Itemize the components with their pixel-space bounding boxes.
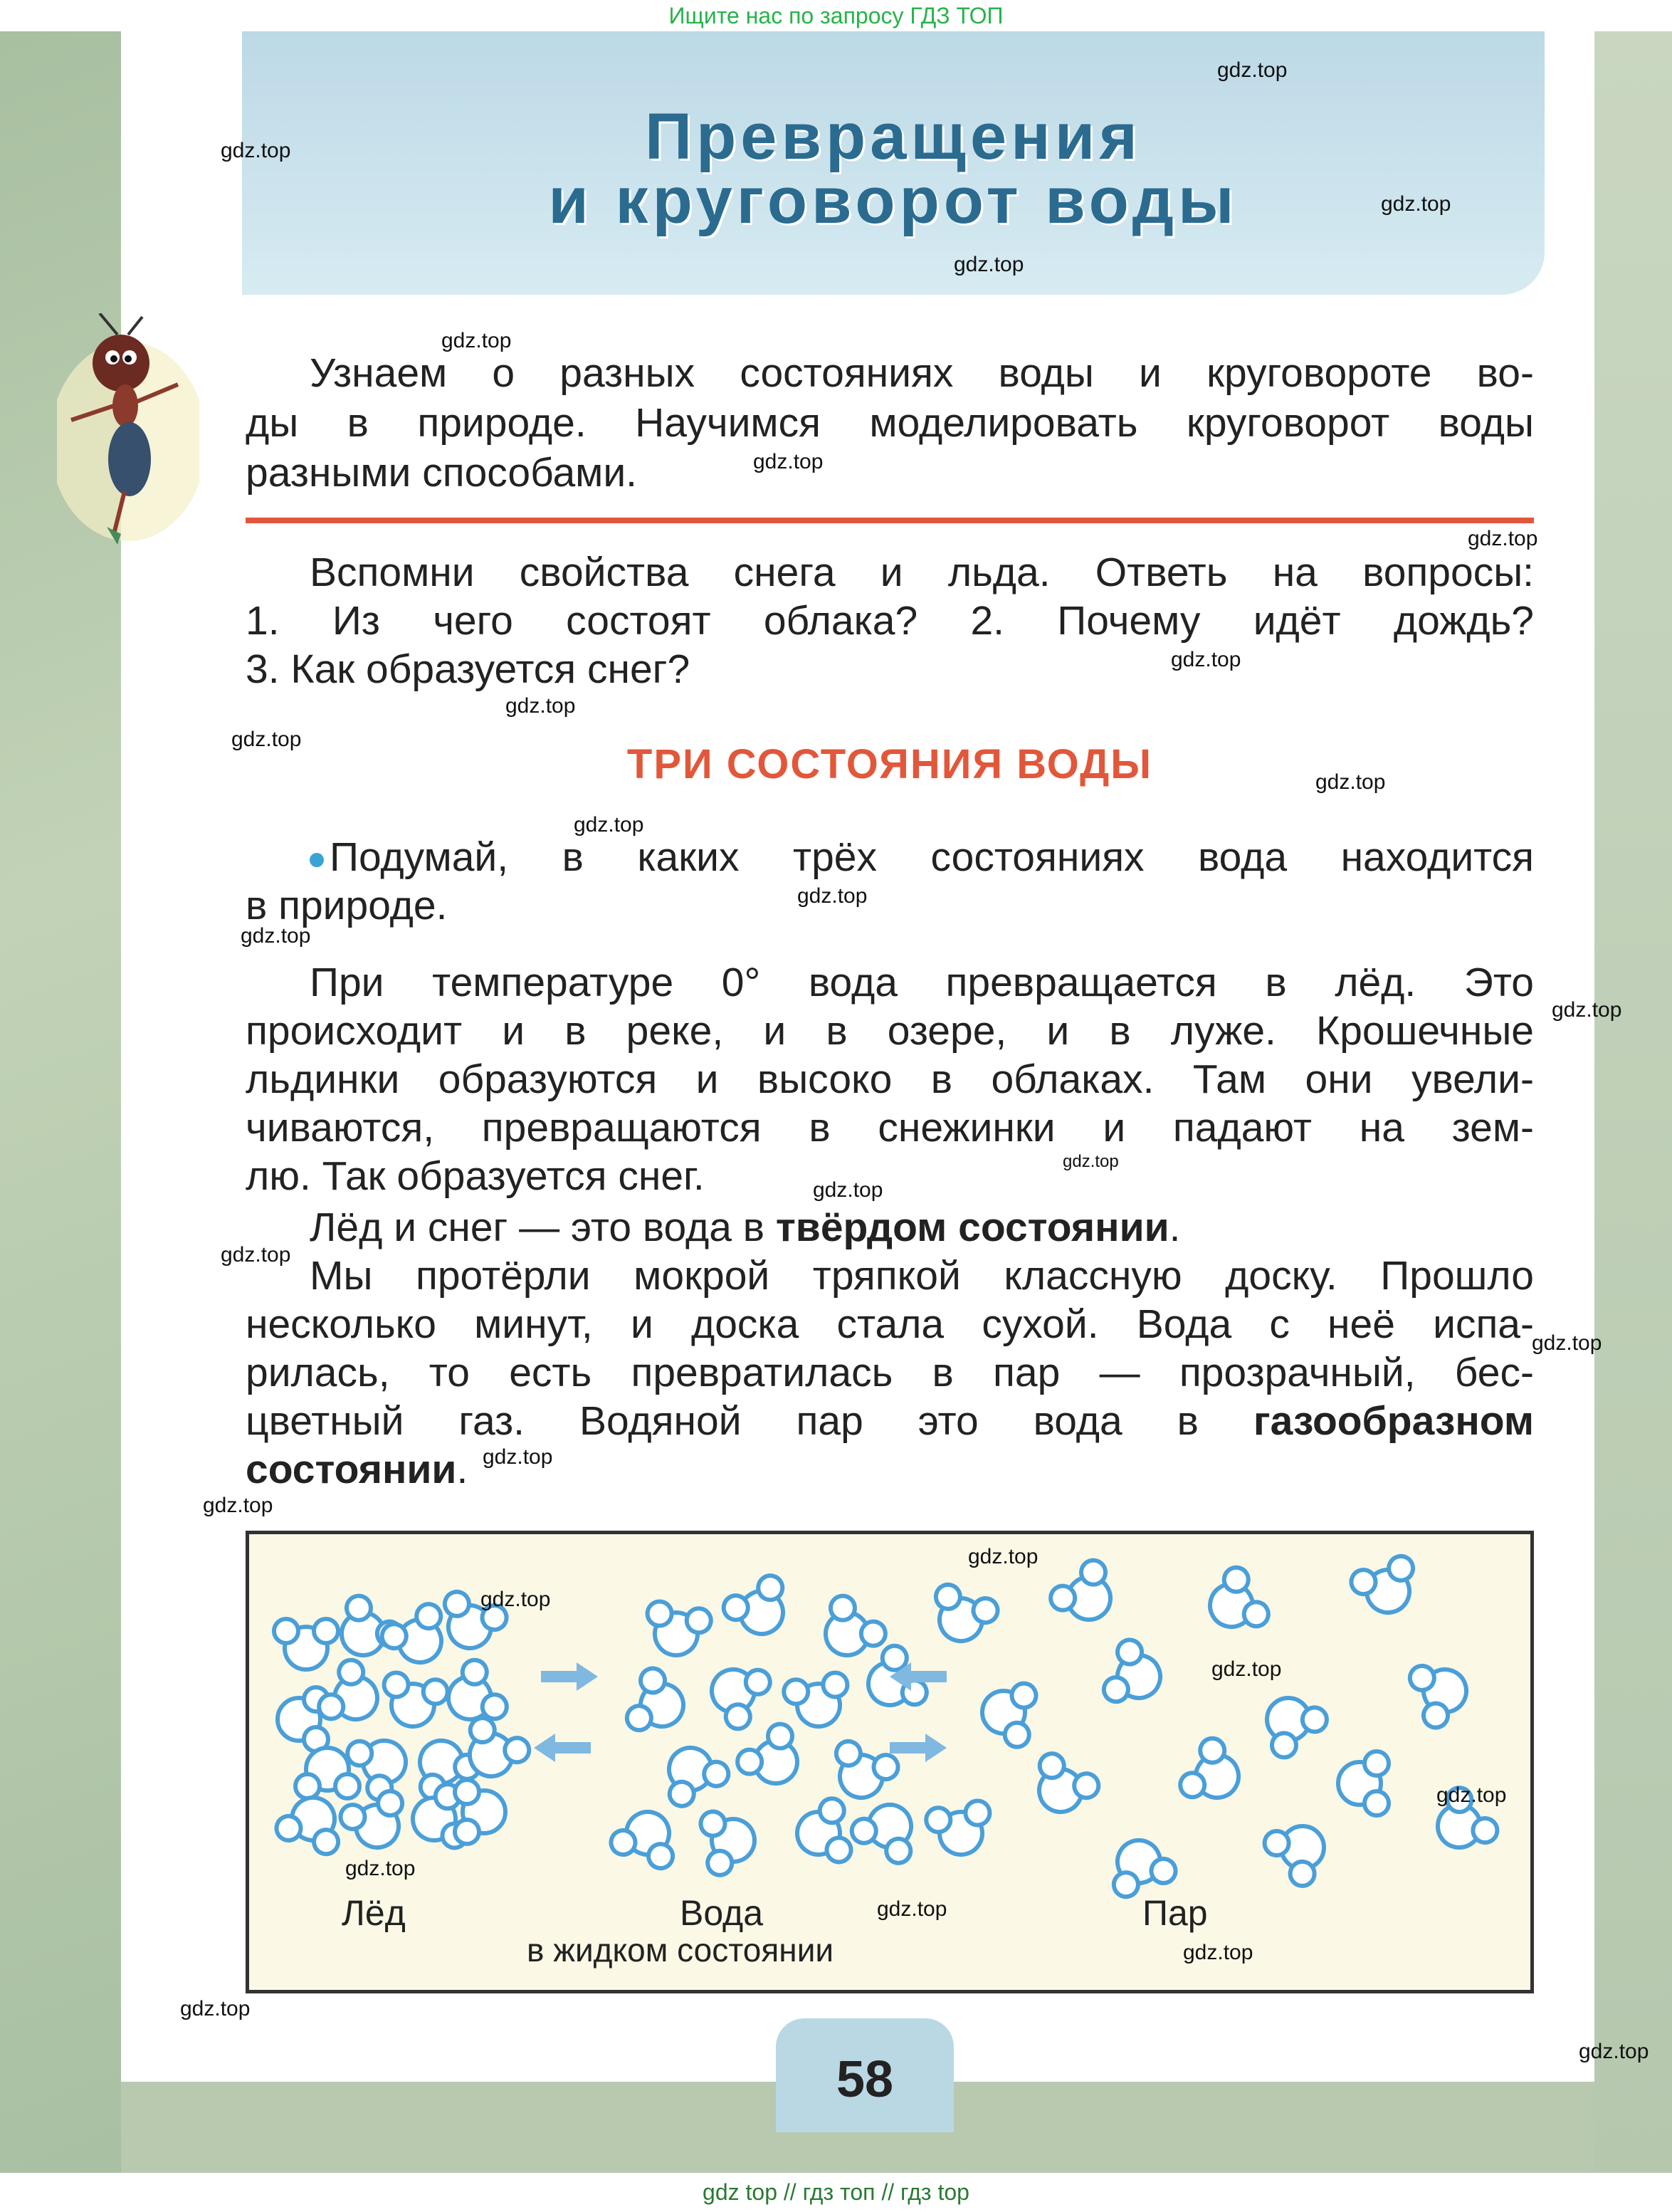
watermark: gdz.top	[574, 813, 644, 837]
watermark: gdz.top	[1171, 648, 1241, 671]
water-molecule	[848, 1792, 928, 1867]
water-molecule	[732, 1719, 814, 1799]
watermark: gdz.top	[221, 139, 291, 162]
watermark: gdz.top	[1579, 2040, 1649, 2063]
ant-illustration	[57, 313, 199, 548]
watermark: gdz.top	[221, 1243, 291, 1267]
water-molecule	[977, 1677, 1039, 1749]
water-molecule	[315, 1656, 390, 1736]
recall-line2: 1. Из чего состоят облака? 2. Почему идёт дождь?	[246, 598, 1534, 644]
water-molecule	[1046, 1556, 1127, 1635]
section-heading: ТРИ СОСТОЯНИЯ ВОДЫ	[626, 741, 1153, 787]
molecules-illustration	[249, 1534, 1530, 1990]
question-line2: в природе.	[246, 883, 448, 928]
paragraph2	[310, 1203, 1534, 1252]
page-title-line2: и круговорот воды	[548, 164, 1239, 237]
bottom-banner[interactable]: gdz top // гдз топ // гдз top	[0, 2173, 1672, 2212]
watermark: gdz.top	[505, 694, 576, 718]
water-molecule	[792, 1797, 853, 1869]
watermark: gdz.top	[797, 884, 868, 908]
water-molecule	[455, 1780, 505, 1844]
watermark: gdz.top	[1315, 770, 1386, 794]
paragraph1-line2: происходит и в реке, и в озере, и в луже. Крошечные	[246, 1008, 1534, 1054]
arrow-right-icon	[541, 1662, 598, 1691]
recall-line1: Вспомни свойства снега и льда. Ответь на вопросы:	[310, 550, 1534, 595]
paragraph3-line5-bold: состоянии	[246, 1447, 457, 1492]
watermark: gdz.top	[954, 253, 1024, 276]
water-molecule	[1348, 1553, 1426, 1623]
watermark: gdz.top	[1532, 1331, 1602, 1355]
water-molecule	[1197, 1563, 1273, 1644]
water-molecule	[608, 1802, 685, 1872]
water-molecule	[377, 1671, 449, 1732]
recall-line3: 3. Как образуется снег?	[246, 646, 690, 692]
paragraph3-line4-bold: газообразном	[1253, 1398, 1534, 1444]
paragraph3-line4	[246, 1397, 1534, 1446]
arrow-right-icon	[890, 1734, 947, 1762]
paragraph1-line5: лю. Так образуется снег.	[246, 1153, 705, 1199]
bullet-icon	[310, 853, 324, 867]
water-molecule	[1250, 1682, 1332, 1762]
water-molecule	[1338, 1751, 1389, 1815]
section-divider	[246, 518, 1534, 523]
water-molecule	[699, 1805, 760, 1877]
paragraph3-line5	[246, 1445, 1534, 1494]
watermark: gdz.top	[345, 1857, 416, 1880]
page-title-line1: Превращения	[644, 100, 1142, 173]
watermark: gdz.top	[241, 924, 311, 948]
watermark: gdz.top	[1381, 192, 1451, 216]
paragraph2-prefix: Лёд и снег — это вода в	[310, 1205, 776, 1250]
paragraph3-line3: рилась, то есть превратилась в пар — прозрачный, бес-	[246, 1350, 1534, 1395]
arrow-left-icon	[534, 1734, 591, 1762]
paragraph3-line5-suffix: .	[456, 1447, 468, 1492]
water-molecule	[1100, 1637, 1170, 1714]
watermark: gdz.top	[441, 329, 512, 352]
paragraph1-line4: чиваются, превращаются в снежинки и падают на зем-	[246, 1105, 1534, 1150]
watermark: gdz.top	[1436, 1783, 1507, 1807]
question-line1	[310, 833, 1534, 882]
question-line1-text: Подумай, в каких трёх состояниях вода находится	[330, 834, 1534, 880]
page-number: 58	[836, 2051, 894, 2108]
watermark: gdz.top	[1183, 1941, 1253, 1964]
paragraph1-line3: льдинки образуются и высоко в облаках. Там они увели-	[246, 1057, 1534, 1102]
watermark: gdz.top	[968, 1545, 1039, 1568]
watermark: gdz.top	[753, 450, 824, 473]
water-molecule	[809, 1591, 890, 1671]
watermark: gdz.top	[1211, 1657, 1282, 1681]
water-molecule	[1022, 1749, 1103, 1825]
water-molecule	[925, 1799, 997, 1860]
watermark: gdz.top	[483, 1445, 553, 1469]
intro-line3: разными способами.	[246, 450, 638, 496]
watermark: gdz.top	[1063, 1152, 1119, 1171]
right-margin-decoration	[1594, 31, 1672, 2173]
top-banner[interactable]: Ищите нас по запросу ГДЗ ТОП	[0, 0, 1672, 31]
water-molecule	[1407, 1653, 1476, 1731]
water-molecule	[274, 1619, 338, 1670]
label-water-liquid: в жидком состоянии	[527, 1931, 834, 1969]
water-molecule	[1176, 1734, 1251, 1815]
watermark: gdz.top	[480, 1588, 551, 1611]
water-molecule	[1260, 1809, 1340, 1891]
watermark: gdz.top	[1552, 998, 1622, 1022]
water-molecule	[699, 1652, 774, 1733]
intro-line2: ды в природе. Научимся моделировать круговорот воды	[246, 400, 1534, 446]
watermark: gdz.top	[1468, 527, 1538, 550]
water-molecule	[923, 1581, 1001, 1651]
paragraph2-bold: твёрдом состоянии	[775, 1205, 1169, 1250]
water-molecule	[641, 1600, 713, 1661]
watermark: gdz.top	[1217, 58, 1288, 82]
water-molecule	[720, 1571, 800, 1647]
paragraph1-line1: При температуре 0° вода превращается в лёд. Это	[310, 960, 1534, 1005]
watermark: gdz.top	[231, 728, 302, 751]
watermark: gdz.top	[813, 1178, 883, 1202]
label-steam: Пар	[1142, 1893, 1208, 1933]
intro-line1: Узнаем о разных состояниях воды и круговороте во-	[310, 350, 1534, 396]
watermark: gdz.top	[203, 1494, 273, 1517]
water-molecule	[1101, 1830, 1179, 1900]
water-molecule	[278, 1687, 328, 1751]
paragraph3-line2: несколько минут, и доска стала сухой. Вода с неё испа-	[246, 1301, 1534, 1347]
paragraph2-suffix: .	[1169, 1205, 1181, 1250]
watermark: gdz.top	[180, 1997, 251, 2020]
paragraph3-line1: Мы протёрли мокрой тряпкой классную доску. Прошло	[310, 1253, 1534, 1299]
paragraph3-line4-prefix: цветный газ. Водяной пар это вода в	[246, 1398, 1253, 1444]
water-molecule	[652, 1735, 732, 1810]
water-molecule	[782, 1671, 854, 1732]
label-ice: Лёд	[342, 1893, 406, 1933]
water-molecule	[273, 1788, 351, 1857]
water-molecule	[624, 1665, 693, 1743]
label-water: Вода	[680, 1893, 764, 1933]
watermark: gdz.top	[877, 1897, 947, 1921]
